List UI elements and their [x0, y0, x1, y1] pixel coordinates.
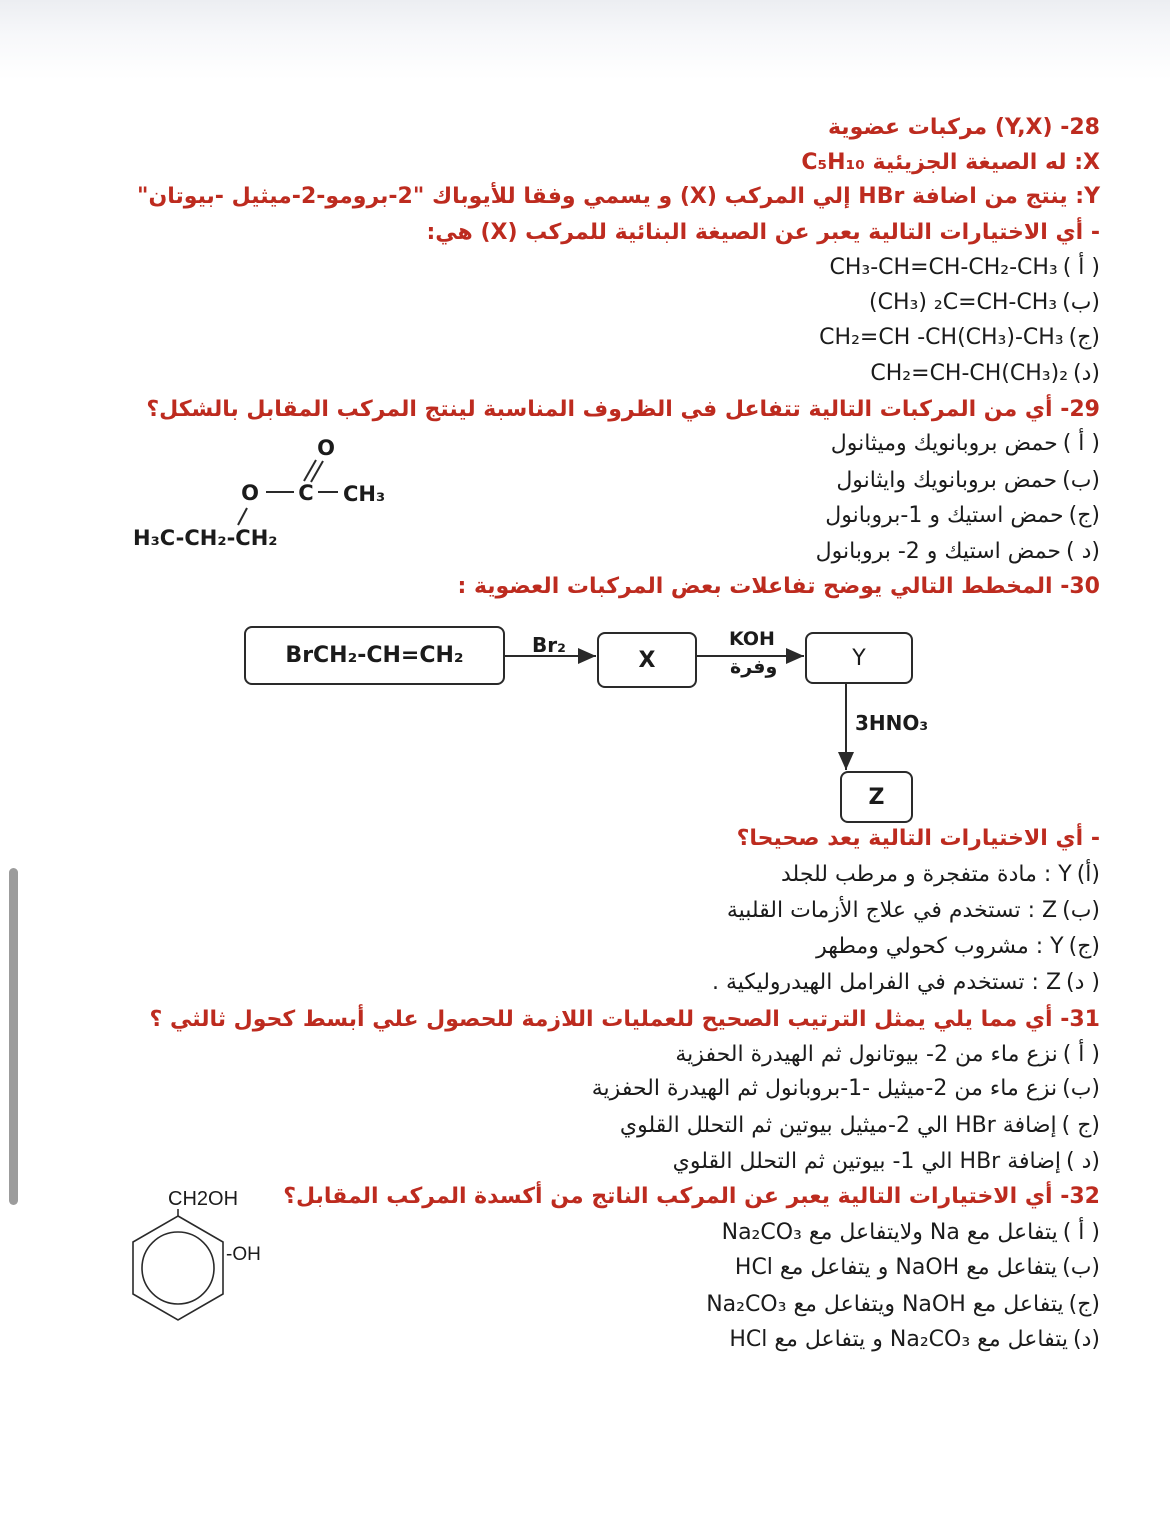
option-formula: CH₂=CH -CH(CH₃)-CH₃	[819, 325, 1064, 350]
ester-oxygen: O	[241, 481, 259, 505]
methyl-group: CH₃	[343, 482, 386, 506]
option-label: (ج)	[1068, 1292, 1100, 1317]
scheme-start-box	[244, 626, 505, 685]
option-label: ( أ )	[1062, 255, 1100, 280]
option-text: نزع ماء من 2- بيوتانول ثم الهيدرة الحفزية	[675, 1042, 1058, 1067]
option-text: Z : تستخدم في علاج الأزمات القلبية	[726, 898, 1058, 923]
option-label: (ب)	[1062, 290, 1100, 315]
q28-x-info: X: له الصيغة الجزيئية C₅H₁₀	[801, 150, 1100, 175]
q28-y-info: Y: ينتج من اضافة HBr إلي المركب (X) و يسمي وفقا للأيوباك "2-برومو-2-ميثيل -بيوتان"	[137, 184, 1100, 209]
reagent-hno3: 3HNO₃	[855, 711, 929, 735]
option-label: ( د)	[1066, 970, 1100, 995]
option-label: (ج )	[1061, 1113, 1100, 1138]
q28-title: 28- (Y,X) مركبات عضوية	[827, 115, 1100, 140]
option-label: (ب)	[1062, 468, 1100, 493]
reagent-koh-condition: وفرة	[730, 656, 778, 678]
q28-option-d[interactable]	[870, 357, 1100, 391]
option-text: نزع ماء من 2-ميثيل -1-بروبانول ثم الهيدرة الحفزية	[591, 1076, 1058, 1101]
q28-option-b[interactable]	[869, 286, 1100, 320]
q32-title: 32- أي الاختيارات التالية يعبر عن المركب الناتج من أكسدة المركب المقابل؟	[283, 1184, 1100, 1209]
option-text: Y : مادة متفجرة و مرطب للجلد	[780, 862, 1072, 887]
q30-prompt: - أي الاختيارات التالية يعد صحيحا؟	[736, 826, 1100, 851]
aromatic-circle	[142, 1232, 214, 1304]
q30-option-a[interactable]	[781, 858, 1100, 892]
q31-option-a[interactable]	[675, 1038, 1100, 1072]
single-bond-line	[238, 508, 247, 525]
option-label: ( أ )	[1062, 431, 1100, 456]
q29-option-d[interactable]	[816, 535, 1100, 569]
q32-option-d[interactable]	[729, 1323, 1100, 1357]
q31-option-d[interactable]	[673, 1145, 1100, 1179]
option-label: (ب)	[1062, 1255, 1100, 1280]
q32-option-a[interactable]	[722, 1216, 1100, 1250]
reagent-koh: KOH	[729, 628, 775, 650]
option-text: حمض بروبانويك وميثانول	[830, 431, 1058, 456]
carbonyl-carbon: C	[298, 481, 314, 505]
option-label: (د)	[1073, 361, 1100, 386]
q29-option-b[interactable]	[836, 464, 1100, 498]
option-text: Y : مشروب كحولي ومطهر	[816, 934, 1064, 959]
q29-title: 29- أي من المركبات التالية تتفاعل في الظروف المناسبة لينتج المركب المقابل بالشكل؟	[146, 397, 1100, 422]
option-text: يتفاعل مع Na ولايتفاعل مع Na₂CO₃	[721, 1220, 1058, 1245]
q30-option-d[interactable]	[712, 966, 1100, 1000]
option-label: (د )	[1066, 1149, 1100, 1174]
option-formula: CH₂=CH-CH(CH₃)₂	[870, 361, 1069, 386]
option-label: (ب)	[1062, 898, 1100, 923]
q32-option-c[interactable]	[706, 1288, 1100, 1322]
option-formula: CH₃-CH=CH-CH₂-CH₃	[829, 255, 1058, 280]
scheme-y-label: Y	[852, 645, 866, 671]
q30-option-b[interactable]	[727, 894, 1100, 928]
page-edge-shadow	[0, 0, 1170, 80]
option-text: إضافة HBr الي 1- بيوتين ثم التحلل القلوي	[672, 1149, 1062, 1174]
reagent-br2: Br₂	[532, 633, 566, 657]
substituent-ch2oh: CH2OH	[168, 1188, 239, 1210]
option-label: (ج)	[1068, 325, 1100, 350]
vertical-scrollbar[interactable]	[9, 868, 18, 1205]
scheme-arrows	[500, 620, 940, 780]
option-text: يتفاعل مع NaOH ويتفاعل مع Na₂CO₃	[706, 1292, 1064, 1317]
alkyl-chain: H₃C-CH₂-CH₂	[133, 526, 278, 550]
option-label: (ب)	[1062, 1076, 1100, 1101]
option-text: Z : تستخدم في الفرامل الهيدروليكية .	[712, 970, 1062, 995]
q28-prompt: - أي الاختيارات التالية يعبر عن الصيغة البنائية للمركب (X) هي:	[426, 220, 1100, 245]
q29-option-a[interactable]	[831, 427, 1100, 461]
option-label: (د )	[1066, 539, 1100, 564]
option-label: ( أ )	[1062, 1042, 1100, 1067]
benzyl-alcohol-structure	[120, 1180, 290, 1330]
option-text: إضافة HBr الي 2-ميثيل بيوتين ثم التحلل القلوي	[619, 1113, 1057, 1138]
option-formula: (CH₃) ₂C=CH-CH₃	[869, 290, 1058, 315]
q28-option-c[interactable]	[819, 321, 1100, 355]
q31-title: 31- أي مما يلي يمثل الترتيب الصحيح للعمليات اللازمة للحصول علي أبسط كحول ثالثي ؟	[149, 1007, 1100, 1032]
scheme-x-label: X	[638, 647, 656, 673]
q31-option-c[interactable]	[620, 1109, 1100, 1143]
option-label: (ج)	[1068, 503, 1100, 528]
option-label: (أ)	[1076, 862, 1100, 887]
option-text: حمض استيك و 2- بروبانول	[815, 539, 1062, 564]
option-label: (د)	[1073, 1327, 1100, 1352]
scheme-z-label: Z	[868, 784, 885, 810]
q30-option-c[interactable]	[816, 930, 1100, 964]
option-text: حمض بروبانويك وايثانول	[836, 468, 1058, 493]
carbonyl-oxygen: O	[317, 436, 335, 460]
option-text: حمض استيك و 1-بروبانول	[825, 503, 1064, 528]
q30-title: 30- المخطط التالي يوضح تفاعلات بعض المركبات العضوية :	[457, 574, 1100, 599]
option-text: يتفاعل مع NaOH و يتفاعل مع HCl	[734, 1255, 1058, 1280]
scheme-start-compound: BrCH₂-CH=CH₂	[285, 643, 464, 668]
q31-option-b[interactable]	[592, 1072, 1100, 1106]
ester-structure	[120, 425, 410, 560]
q29-option-c[interactable]	[825, 499, 1100, 533]
option-label: ( أ )	[1062, 1220, 1100, 1245]
q32-option-b[interactable]	[735, 1251, 1100, 1285]
option-label: (ج)	[1068, 934, 1100, 959]
option-text: يتفاعل مع Na₂CO₃ و يتفاعل مع HCl	[729, 1327, 1069, 1352]
substituent-oh: -OH	[226, 1244, 261, 1265]
q28-option-a[interactable]	[830, 251, 1101, 285]
